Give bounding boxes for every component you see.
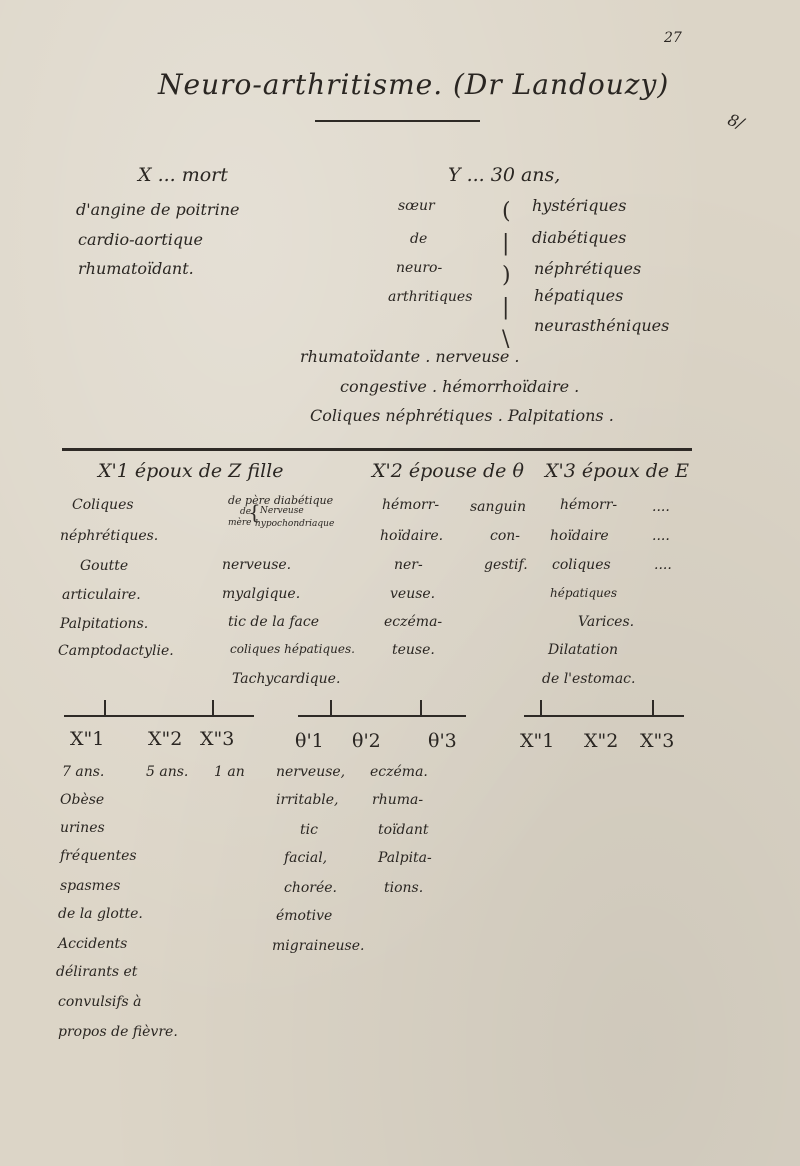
x2-line: hoïdaire. xyxy=(380,528,444,544)
brace: ( | ) | \ xyxy=(502,199,511,352)
child-note: irritable, xyxy=(276,792,339,808)
z-line: hypochondriaque xyxy=(255,519,335,529)
child-note: migraineuse. xyxy=(272,938,365,954)
e-dots: .... xyxy=(652,499,670,515)
child-note: tions. xyxy=(384,880,424,896)
child-note: rhuma- xyxy=(372,792,424,808)
child-label: X"2 xyxy=(148,728,183,750)
z-line: tic de la face xyxy=(228,614,320,630)
descent-tick xyxy=(420,700,422,715)
x1-line: Camptodactylie. xyxy=(58,643,174,659)
child-note: chorée. xyxy=(284,880,337,896)
child-note: Palpita- xyxy=(378,850,432,866)
x3-line: Dilatation xyxy=(548,642,619,658)
e-dots: .... xyxy=(652,528,670,544)
y-list-item: neurasthéniques xyxy=(534,316,670,335)
soeur-line: neuro- xyxy=(396,260,443,276)
child-label: θ'2 xyxy=(352,730,381,752)
age: 1 an xyxy=(214,764,245,780)
x2-head: X'2 épouse de θ xyxy=(372,460,524,482)
child-note: Obèse xyxy=(60,792,105,808)
x2-line: ner- xyxy=(394,557,423,573)
x1-line: néphrétiques. xyxy=(60,528,159,544)
y-head: Y ... 30 ans, xyxy=(448,164,561,186)
z-line: mère xyxy=(228,518,252,528)
theta-line: gestif. xyxy=(484,557,528,573)
descent-line xyxy=(524,715,684,717)
x-head: X ... mort xyxy=(138,164,228,186)
x2-line: eczéma- xyxy=(384,614,443,630)
title-underline xyxy=(315,120,480,122)
x1-line: Goutte xyxy=(80,558,129,574)
age: 7 ans. xyxy=(62,764,105,780)
section-divider xyxy=(62,448,692,451)
y-list-item: hystériques xyxy=(532,196,627,215)
child-note: Accidents xyxy=(58,936,128,952)
child-note: spasmes xyxy=(60,878,121,894)
descent-tick xyxy=(330,700,332,715)
x-line: cardio-aortique xyxy=(78,230,203,249)
child-label: θ'3 xyxy=(428,730,457,752)
y-list-item: hépatiques xyxy=(534,286,624,305)
margin-mark: 8/ xyxy=(725,109,747,134)
x3-line: de l'estomac. xyxy=(542,671,636,687)
x-line: rhumatoïdant. xyxy=(78,259,194,278)
x1-line: Coliques xyxy=(72,497,134,513)
child-note: délirants et xyxy=(56,964,138,980)
descent-tick xyxy=(104,700,106,715)
descent-tick xyxy=(540,700,542,715)
x1-line: articulaire. xyxy=(62,587,141,603)
z-line: de xyxy=(240,507,252,517)
soeur-line: de xyxy=(410,231,428,247)
x3-line: coliques xyxy=(552,557,611,573)
z-line: nerveuse. xyxy=(222,557,292,573)
x3-line: hoïdaire xyxy=(550,528,609,544)
child-note: de la glotte. xyxy=(58,906,143,922)
y-list-item: diabétiques xyxy=(532,228,627,247)
child-note: urines xyxy=(60,820,105,836)
page-number: 27 xyxy=(664,30,682,46)
z-line: coliques hépatiques. xyxy=(230,642,355,656)
summary-line: congestive . hémorrhoïdaire . xyxy=(340,377,580,396)
child-note: propos de fièvre. xyxy=(58,1024,178,1040)
brace: { xyxy=(248,500,261,524)
child-label: X"1 xyxy=(520,730,555,752)
page-title: Neuro-arthritisme. (Dr Landouzy) xyxy=(158,68,670,101)
x2-line: veuse. xyxy=(390,586,436,602)
theta-line: sanguin xyxy=(470,499,527,515)
child-note: tic xyxy=(300,822,318,838)
summary-line: rhumatoïdante . nerveuse . xyxy=(300,347,520,366)
child-note: émotive xyxy=(276,908,333,924)
child-label: θ'1 xyxy=(295,730,324,752)
soeur-line: sœur xyxy=(398,198,435,214)
z-line: myalgique. xyxy=(222,586,301,602)
x3-line: hémorr- xyxy=(560,497,618,513)
child-note: nerveuse, xyxy=(276,764,346,780)
x-line: d'angine de poitrine xyxy=(76,200,240,219)
x2-line: teuse. xyxy=(392,642,435,658)
child-label: X"3 xyxy=(200,728,235,750)
child-label: X"2 xyxy=(584,730,619,752)
age: 5 ans. xyxy=(146,764,189,780)
descent-tick xyxy=(212,700,214,715)
x3-head: X'3 époux de E xyxy=(545,460,690,482)
z-line: Nerveuse xyxy=(260,506,304,516)
descent-line xyxy=(64,715,254,717)
child-note: facial, xyxy=(284,850,328,866)
child-note: eczéma. xyxy=(370,764,428,780)
child-label: X"3 xyxy=(640,730,675,752)
x1-head: X'1 époux de Z fille xyxy=(98,460,284,482)
child-note: convulsifs à xyxy=(58,994,142,1010)
child-note: fréquentes xyxy=(60,848,137,864)
y-list-item: néphrétiques xyxy=(534,259,642,278)
descent-tick xyxy=(652,700,654,715)
child-note: toïdant xyxy=(378,822,429,838)
x3-line: Varices. xyxy=(578,614,635,630)
child-label: X"1 xyxy=(70,728,105,750)
e-dots: .... xyxy=(654,557,672,573)
summary-line: Coliques néphrétiques . Palpitations . xyxy=(310,406,614,425)
x3-line: hépatiques xyxy=(550,586,617,600)
x1-line: Palpitations. xyxy=(60,616,149,632)
soeur-line: arthritiques xyxy=(388,289,473,305)
z-line: de père diabétique xyxy=(228,494,334,507)
x2-line: hémorr- xyxy=(382,497,440,513)
z-line: Tachycardique. xyxy=(232,671,341,687)
theta-line: con- xyxy=(490,528,521,544)
descent-line xyxy=(298,715,466,717)
